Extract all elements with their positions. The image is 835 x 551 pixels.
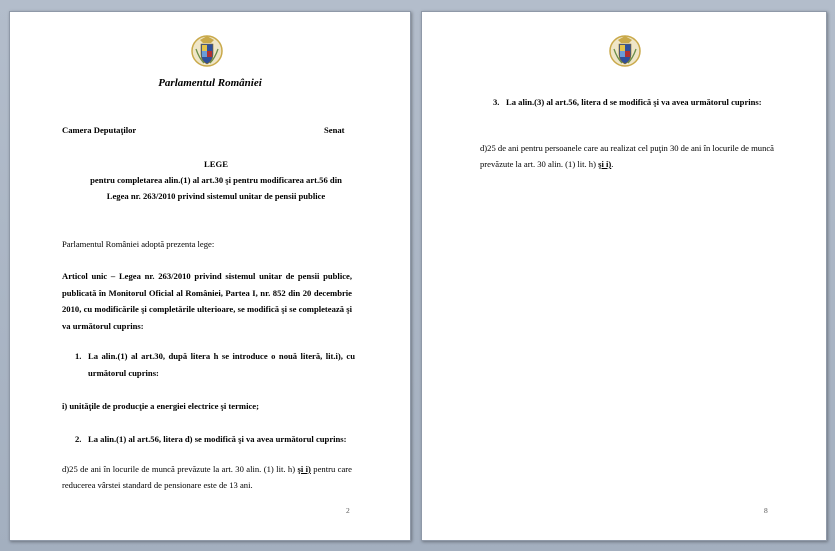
list-item xyxy=(75,431,351,448)
article-unic: Articol unic – Legea nr. 263/2010 privind sistemul unitar de pensii publice, publicată în Monitorul Oficial al României, Partea I, nr. 852 din 20 decembrie 2010, cu modificările şi completările ulterioare, se modifică şi se completează şi va următorul cuprins: xyxy=(62,271,352,331)
paragraph-text: d)25 de ani pentru persoanele care au realizat cel puţin 30 de ani în locurile de muncă prevăzute la art. 30 alin. (1) lit. h) xyxy=(480,143,774,169)
law-heading xyxy=(50,156,382,204)
paragraph-text: d)25 de ani în locurile de muncă prevăzute la art. 30 alin. (1) lit. h) xyxy=(62,464,298,474)
intro-text: Parlamentul României adoptă prezenta lege: xyxy=(62,239,215,249)
list-item-text: La alin.(1) al art.30, după litera h se introduce o nouă literă, lit.i), cu următorul cuprins: xyxy=(88,351,355,378)
parliament-title: Parlamentul României xyxy=(158,77,262,89)
list-item-number: 3. xyxy=(493,97,500,107)
list-item-number: 1. xyxy=(75,351,82,361)
law-title: LEGE xyxy=(204,159,228,169)
law-subtitle-line-2: Legea nr. 263/2010 privind sistemul unitar de pensii publice xyxy=(106,191,326,201)
paragraph-text-end: . xyxy=(611,159,614,169)
chamber-deputies-label: Camera Deputaţilor xyxy=(62,125,137,135)
paragraph-reference: şi i) xyxy=(297,464,311,474)
letter-i-text: i) unităţile de producţie a energiei electrice şi termice; xyxy=(62,401,259,411)
list-item-text: La alin.(3) al art.56, litera d se modifică şi va avea următorul cuprins: xyxy=(506,97,762,107)
paragraph-reference: şi i) xyxy=(598,159,612,169)
document-page[interactable] xyxy=(421,11,827,541)
coat-of-arms-icon xyxy=(608,32,642,70)
list-item xyxy=(75,348,355,382)
list-item-text: La alin.(1) al art.56, litera d) se modifică şi va avea următorul cuprins: xyxy=(88,434,347,444)
list-item xyxy=(493,94,771,111)
law-subtitle-line-1: pentru completarea alin.(1) al art.30 şi pentru modificarea art.56 din xyxy=(90,175,342,185)
page-number: 2 xyxy=(346,506,350,515)
paragraph-text-end: pentru care reducerea vârstei standard de pensionare este de 13 ani. xyxy=(62,464,352,490)
letter-d-paragraph xyxy=(480,140,774,172)
senate-label: Senat xyxy=(324,125,345,135)
page-number: 8 xyxy=(764,506,768,515)
letter-d-paragraph xyxy=(62,461,352,493)
document-page[interactable] xyxy=(9,11,411,541)
coat-of-arms-icon xyxy=(190,32,224,70)
list-item-number: 2. xyxy=(75,434,82,444)
